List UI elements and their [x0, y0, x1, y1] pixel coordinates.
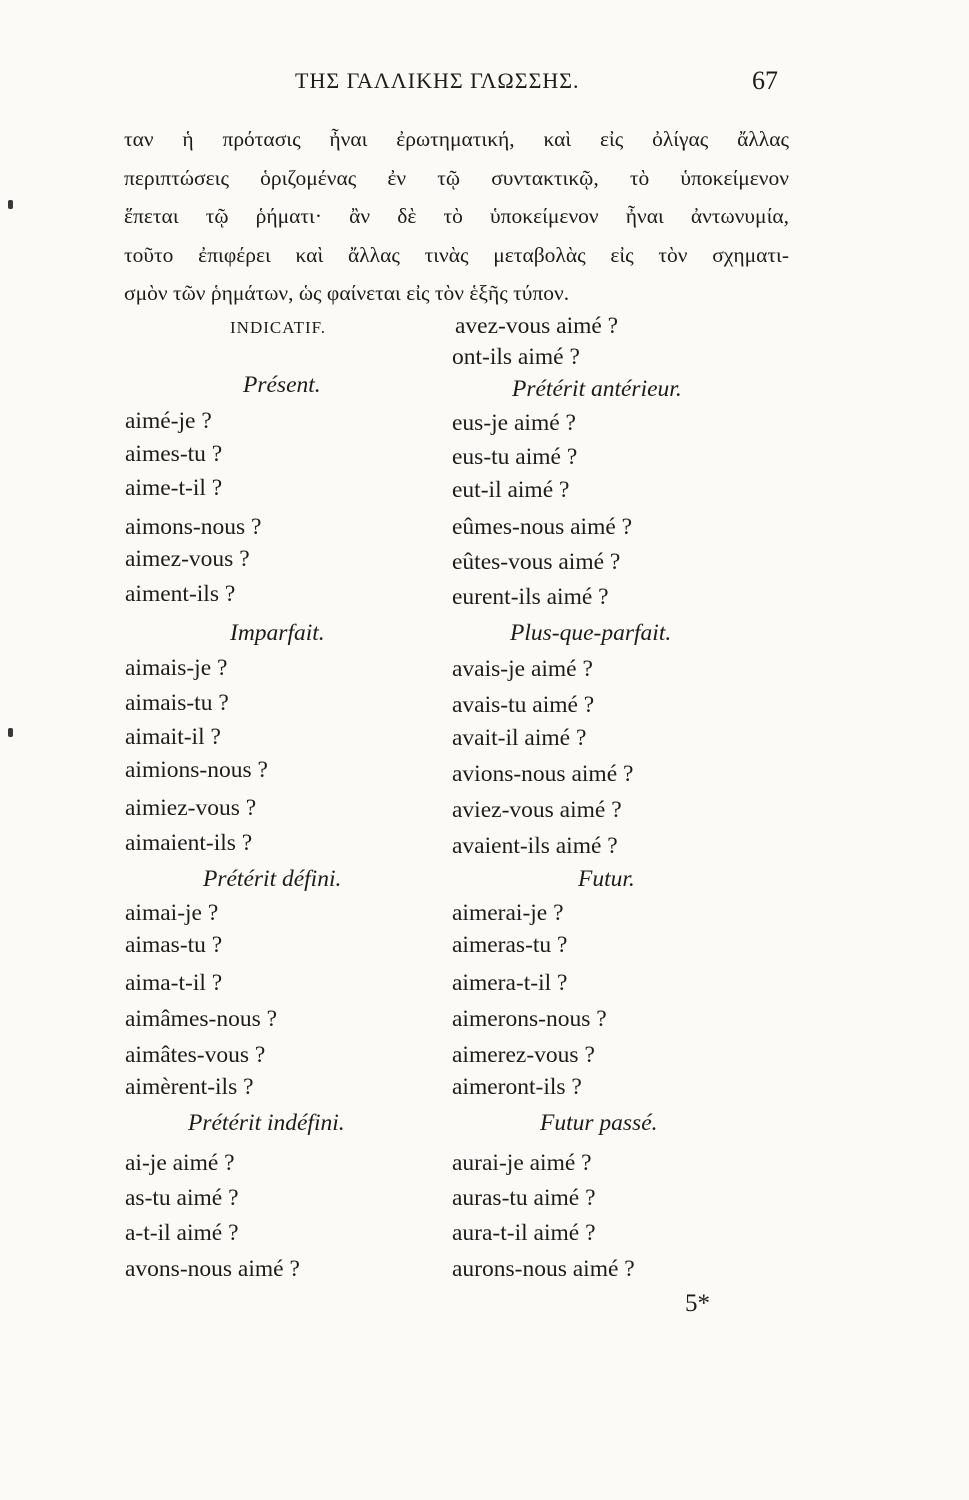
conjugation-form: avais-je aimé ? [452, 656, 593, 682]
conjugation-form: aimait-il ? [125, 724, 221, 750]
conjugation-form: avez-vous aimé ? [455, 313, 619, 339]
tense-heading: Futur. [578, 866, 635, 892]
conjugation-form: eus-tu aimé ? [452, 444, 578, 470]
conjugation-form: aime-t-il ? [125, 475, 223, 501]
greek-line: σμὸν τῶν ῥημάτων, ὡς φαίνεται εἰς τὸν ἑξῆς τύπον. [124, 281, 570, 305]
conjugation-form: avaient-ils aimé ? [452, 833, 618, 859]
tense-heading: Présent. [243, 372, 321, 398]
greek-line: ταν ἡ πρότασις ἦναι ἐρωτηματική, καὶ εἰς ὀλίγας ἄλλας [124, 127, 789, 151]
conjugation-form: aviez-vous aimé ? [452, 797, 622, 823]
conjugation-form: aima-t-il ? [125, 970, 223, 996]
conjugation-form: a-t-il aimé ? [125, 1220, 239, 1246]
conjugation-form: aimas-tu ? [125, 932, 223, 958]
conjugation-form: aimais-je ? [125, 655, 228, 681]
conjugation-form: aimais-tu ? [125, 690, 229, 716]
conjugation-form: aimerai-je ? [452, 900, 564, 926]
conjugation-form: aimèrent-ils ? [125, 1074, 254, 1100]
tense-heading: Prétérit antérieur. [512, 376, 682, 402]
conjugation-form: aimerez-vous ? [452, 1042, 595, 1068]
conjugation-form: eut-il aimé ? [452, 477, 570, 503]
conjugation-form: aimaient-ils ? [125, 830, 253, 856]
conjugation-form: aimai-je ? [125, 900, 219, 926]
conjugation-form: aimé-je ? [125, 408, 212, 434]
greek-line: ἕπεται τῷ ῥήματι· ἂν δὲ τὸ ὑποκείμενον ἦναι ἀντωνυμία, [124, 204, 789, 228]
conjugation-form: eus-je aimé ? [452, 410, 576, 436]
running-head: ΤΗΣ ΓΑΛΛΙΚΗΣ ΓΛΩΣΣΗΣ. [295, 68, 580, 93]
conjugation-form: as-tu aimé ? [125, 1185, 239, 1211]
conjugation-form: aimerons-nous ? [452, 1006, 607, 1032]
conjugation-form: aimes-tu ? [125, 441, 223, 467]
conjugation-form: aimeras-tu ? [452, 932, 568, 958]
tense-heading: Prétérit indéfini. [188, 1110, 345, 1136]
conjugation-form: aimons-nous ? [125, 514, 262, 540]
signature-mark: 5* [685, 1290, 710, 1317]
conjugation-form: aurai-je aimé ? [452, 1150, 592, 1176]
conjugation-form: aura-t-il aimé ? [452, 1220, 596, 1246]
conjugation-form: avions-nous aimé ? [452, 761, 634, 787]
conjugation-form: avons-nous aimé ? [125, 1256, 300, 1282]
conjugation-form: aimera-t-il ? [452, 970, 568, 996]
conjugation-form: avais-tu aimé ? [452, 692, 595, 718]
conjugation-form: ont-ils aimé ? [452, 344, 580, 370]
tense-heading: Imparfait. [230, 620, 325, 646]
greek-line: περιπτώσεις ὁριζομένας ἐν τῷ συντακτικῷ, τὸ ὑποκείμενον [124, 165, 789, 190]
page-number: 67 [752, 66, 778, 95]
tense-heading: Futur passé. [540, 1110, 658, 1136]
conjugation-form: aimions-nous ? [125, 757, 268, 783]
conjugation-form: eurent-ils aimé ? [452, 584, 609, 610]
conjugation-form: aimiez-vous ? [125, 795, 257, 821]
margin-speck [8, 728, 13, 737]
greek-line: τοῦτο ἐπιφέρει καὶ ἄλλας τινὰς μεταβολὰς εἰς τὸν σχηματι- [124, 242, 789, 267]
tense-heading: Plus-que-parfait. [510, 620, 672, 646]
conjugation-form: eûtes-vous aimé ? [452, 549, 621, 575]
mood-label: INDICATIF. [230, 318, 326, 337]
conjugation-form: avait-il aimé ? [452, 725, 587, 751]
conjugation-form: auras-tu aimé ? [452, 1185, 596, 1211]
conjugation-form: ai-je aimé ? [125, 1150, 235, 1176]
margin-speck [8, 200, 13, 209]
conjugation-form: aurons-nous aimé ? [452, 1256, 635, 1282]
conjugation-form: aimez-vous ? [125, 546, 250, 572]
greek-paragraph [124, 120, 789, 313]
conjugation-form: aiment-ils ? [125, 581, 236, 607]
conjugation-form: aimâtes-vous ? [125, 1042, 266, 1068]
conjugation-form: aimâmes-nous ? [125, 1006, 278, 1032]
tense-heading: Prétérit défini. [203, 866, 342, 892]
conjugation-form: aimeront-ils ? [452, 1074, 582, 1100]
conjugation-form: eûmes-nous aimé ? [452, 514, 633, 540]
